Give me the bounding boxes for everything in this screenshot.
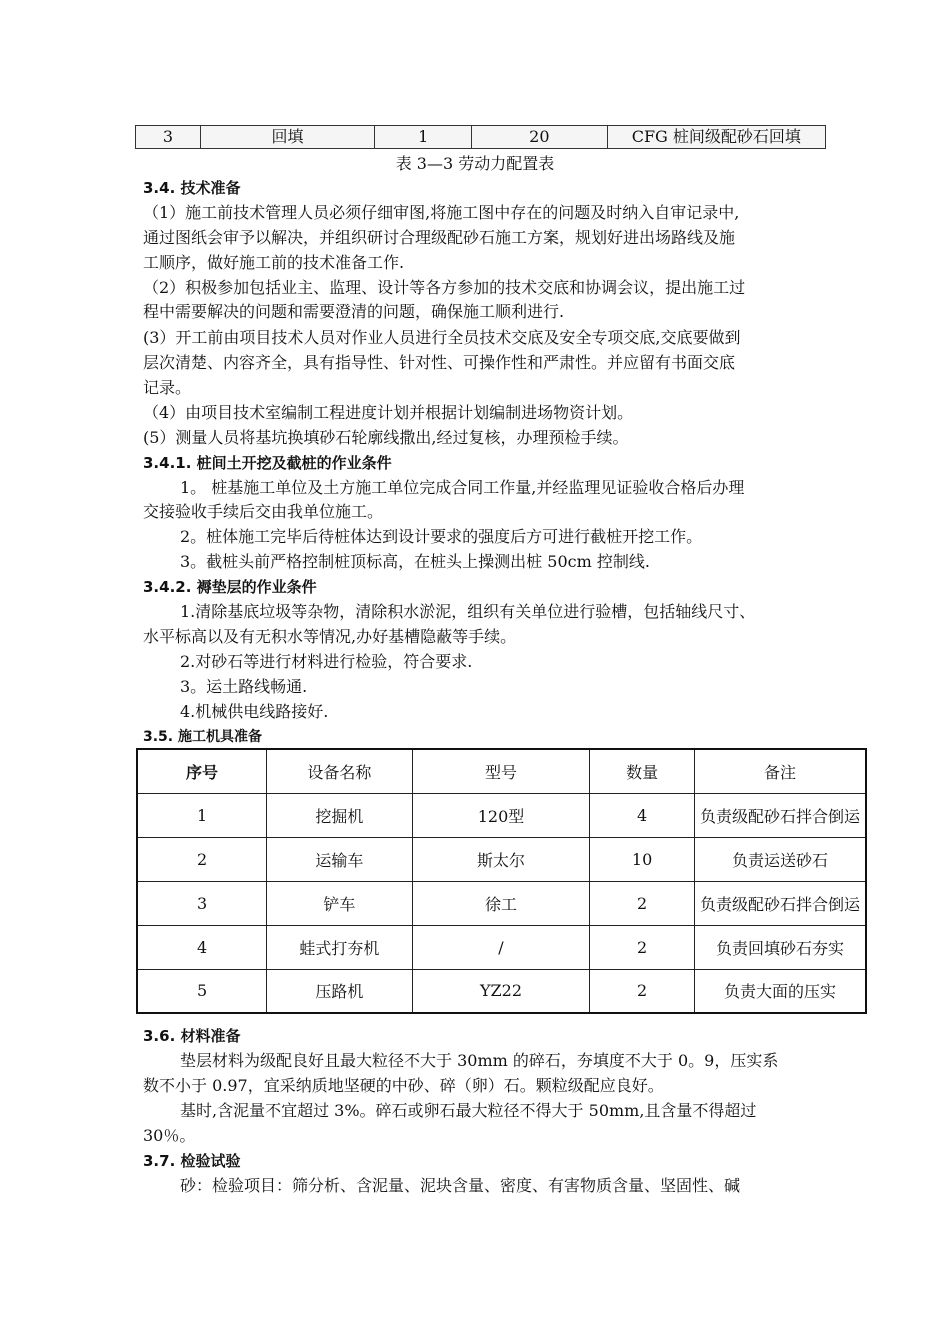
- paragraph-line: 基时,含泥量不宜超过 3%。碎石或卵石最大粒径不得大于 50mm,且含量不得超过: [180, 1101, 757, 1120]
- paragraph-line: 工顺序，做好施工前的技术准备工作.: [143, 253, 405, 272]
- table-row: [137, 925, 866, 969]
- paragraph-line: 砂：检验项目：筛分析、含泥量、泥块含量、密度、有害物质含量、坚固性、碱: [180, 1176, 741, 1195]
- section-heading-3-5: 3.5. 施工机具准备: [143, 729, 262, 745]
- cell-no: 4: [137, 925, 267, 969]
- labor-cell-count: 1: [375, 126, 472, 148]
- cell-model: 120型: [412, 793, 590, 837]
- cell-remark: 负责大面的压实: [694, 969, 866, 1013]
- cell-model: 斯太尔: [412, 837, 590, 881]
- paragraph-line: 记录。: [143, 378, 192, 397]
- cell-name: 铲车: [267, 881, 413, 925]
- cell-quantity: 4: [590, 793, 695, 837]
- table-row: [137, 793, 866, 837]
- cell-quantity: 2: [590, 969, 695, 1013]
- cell-model: YZ22: [412, 969, 590, 1013]
- paragraph-line: 3。运土路线畅通.: [180, 677, 308, 696]
- labor-table-row: [135, 125, 826, 149]
- cell-name: 压路机: [267, 969, 413, 1013]
- cell-name: 蛙式打夯机: [267, 925, 413, 969]
- paragraph-line: 垫层材料为级配良好且最大粒径不大于 30mm 的碎石，夯填度不大于 0。9，压实系: [180, 1051, 779, 1070]
- header-model: 型号: [412, 749, 590, 793]
- cell-quantity: 10: [590, 837, 695, 881]
- table-row: [137, 969, 866, 1013]
- cell-name: 运输车: [267, 837, 413, 881]
- cell-model: /: [412, 925, 590, 969]
- paragraph-line: 交接验收手续后交由我单位施工。: [143, 502, 384, 521]
- cell-remark: 负责级配砂石拌合倒运: [694, 793, 866, 837]
- cell-no: 3: [137, 881, 267, 925]
- section-heading-3-7: 3.7. 检验试验: [143, 1152, 241, 1170]
- equipment-table: [136, 748, 867, 1014]
- header-no: 序号: [137, 749, 267, 793]
- labor-cell-no: 3: [136, 126, 201, 148]
- paragraph-line: 水平标高以及有无积水等情况,办好基槽隐蔽等手续。: [143, 627, 517, 646]
- paragraph-line: 数不小于 0.97，宜采纳质地坚硬的中砂、碎（卵）石。颗粒级配应良好。: [143, 1076, 664, 1095]
- cell-no: 5: [137, 969, 267, 1013]
- paragraph-line: （1）施工前技术管理人员必须仔细审图,将施工图中存在的问题及时纳入自审记录中,: [143, 203, 740, 222]
- cell-no: 1: [137, 793, 267, 837]
- cell-quantity: 2: [590, 925, 695, 969]
- section-heading-3-4: 3.4. 技术准备: [143, 179, 241, 197]
- paragraph-line: （4）由项目技术室编制工程进度计划并根据计划编制进场物资计划。: [143, 403, 634, 422]
- labor-cell-days: 20: [472, 126, 608, 148]
- section-heading-3-4-1: 3.4.1. 桩间土开挖及截桩的作业条件: [143, 454, 392, 472]
- paragraph-line: 通过图纸会审予以解决，并组织研讨合理级配砂石施工方案，规划好进出场路线及施: [143, 228, 736, 247]
- cell-remark: 负责回填砂石夯实: [694, 925, 866, 969]
- paragraph-line: (3）开工前由项目技术人员对作业人员进行全员技术交底及安全专项交底,交底要做到: [143, 328, 741, 347]
- labor-table-caption: 表 3—3 劳动力配置表: [395, 154, 555, 173]
- cell-remark: 负责级配砂石拌合倒运: [694, 881, 866, 925]
- paragraph-line: 程中需要解决的问题和需要澄清的问题，确保施工顺利进行.: [143, 302, 565, 321]
- paragraph-line: 1。 桩基施工单位及土方施工单位完成合同工作量,并经监理见证验收合格后办理: [180, 478, 745, 497]
- paragraph-line: 3。截桩头前严格控制桩顶标高，在桩头上操测出桩 50cm 控制线.: [180, 552, 650, 571]
- paragraph-line: 1.清除基底垃圾等杂物，清除积水淤泥，组织有关单位进行验槽，包括轴线尺寸、: [180, 602, 756, 621]
- paragraph-line: 2。桩体施工完毕后待桩体达到设计要求的强度后方可进行截桩开挖工作。: [180, 527, 703, 546]
- cell-model: 徐工: [412, 881, 590, 925]
- paragraph-line: （2）积极参加包括业主、监理、设计等各方参加的技术交底和协调会议，提出施工过: [143, 278, 746, 297]
- cell-name: 挖掘机: [267, 793, 413, 837]
- header-equipment-name: 设备名称: [267, 749, 413, 793]
- table-row: [137, 881, 866, 925]
- paragraph-line: 2.对砂石等进行材料进行检验，符合要求.: [180, 652, 473, 671]
- section-heading-3-4-2: 3.4.2. 褥垫层的作业条件: [143, 578, 317, 596]
- section-heading-3-6: 3.6. 材料准备: [143, 1027, 241, 1045]
- paragraph-line: 30％。: [143, 1126, 196, 1145]
- table-header-row: [137, 749, 866, 793]
- paragraph-line: 4.机械供电线路接好.: [180, 702, 329, 721]
- header-remark: 备注: [694, 749, 866, 793]
- paragraph-line: (5）测量人员将基坑换填砂石轮廓线撒出,经过复核，办理预检手续。: [143, 428, 629, 447]
- cell-no: 2: [137, 837, 267, 881]
- cell-remark: 负责运送砂石: [694, 837, 866, 881]
- labor-cell-type: 回填: [201, 126, 376, 148]
- paragraph-line: 层次清楚、内容齐全，具有指导性、针对性、可操作性和严肃性。并应留有书面交底: [143, 353, 736, 372]
- labor-cell-note: CFG 桩间级配砂石回填: [631, 127, 801, 146]
- cell-quantity: 2: [590, 881, 695, 925]
- header-quantity: 数量: [590, 749, 695, 793]
- table-row: [137, 837, 866, 881]
